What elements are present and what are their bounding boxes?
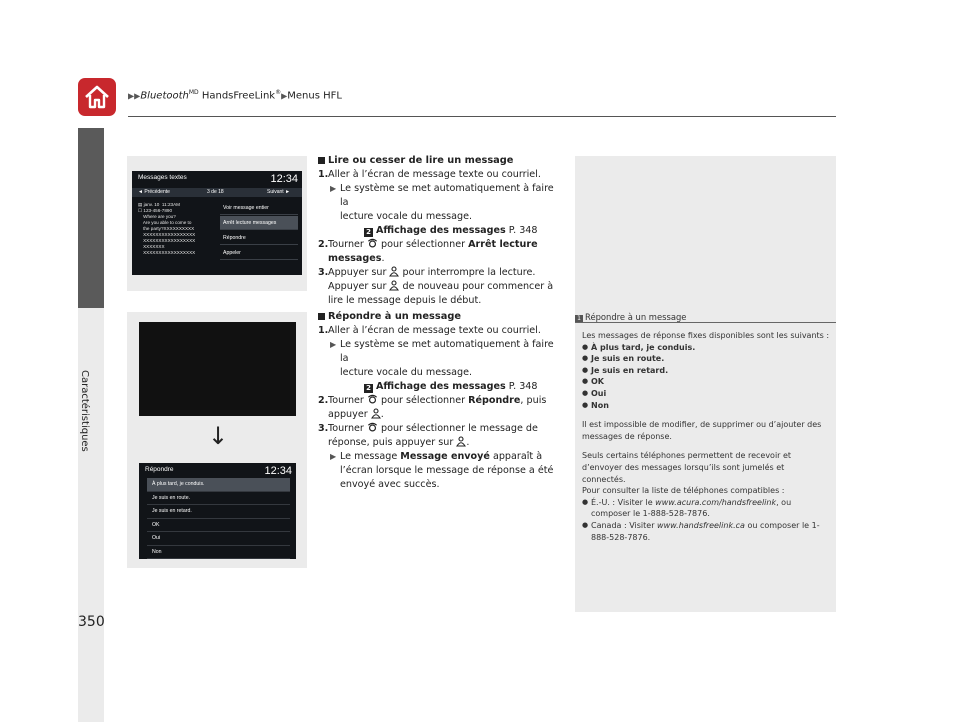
note-body (582, 330, 830, 543)
reply-option[interactable]: OK (147, 519, 290, 533)
interface-dial-icon (367, 238, 378, 249)
note-paragraph: messages de réponse. (582, 431, 672, 441)
talk-button-icon (456, 436, 466, 447)
page-number: 350 (78, 614, 105, 630)
sub-step: ▶ Le système se met automatiquement à faire la (330, 183, 554, 208)
screen-blank (139, 322, 296, 416)
reply-option[interactable]: Non (147, 546, 290, 560)
home-icon[interactable] (78, 78, 116, 116)
note-item: ● Oui (582, 388, 830, 400)
section-lire-message (318, 154, 564, 308)
step: 1. Aller à l’écran de message texte ou courriel. (318, 325, 541, 336)
triangle-icon: ▶ (330, 184, 337, 193)
option-repondre[interactable]: Répondre (220, 231, 298, 245)
reply-option[interactable]: Je suis en retard. (147, 505, 290, 519)
interface-dial-icon (367, 394, 378, 405)
note-icon: 1 (575, 315, 583, 323)
down-arrow-icon: ↓ (208, 422, 229, 450)
option-arret-lecture[interactable]: Arrêt lecture messages (220, 216, 298, 230)
screen-title: Messages textes (138, 174, 187, 181)
screen-clock: 12:34 (264, 465, 292, 477)
message-body: ▤ janv. 10 11:23AM ☐ 123-456-7890 Where are you? Are you able to come to the party?XXXXXXXXXX XXXXXXXXXXXXXXXXX XXXXXXXXXXXXXXXXX XXXXXXX XXXXXXXXXXXXXXXXX (138, 202, 196, 255)
breadcrumb (128, 89, 342, 101)
screen-messages-textes (132, 171, 302, 275)
step-cont: réponse, puis appuyer sur . (328, 437, 470, 448)
trademark-mark: MD (188, 89, 199, 96)
section-repondre-message (318, 310, 564, 492)
note-us: ● É.-U. : Visiter le www.acura.com/handsfreelink, ou (582, 497, 830, 509)
step-cont: messages. (328, 253, 385, 264)
cross-reference-link[interactable]: 2 Affichage des messages P. 348 (318, 380, 564, 394)
sidebar-tab-dark (78, 128, 104, 308)
note-item: ● À plus tard, je conduis. (582, 342, 830, 354)
breadcrumb-arrow-icon: ▶▶ (128, 91, 141, 101)
screen-title: Répondre (145, 466, 174, 473)
interface-dial-icon (367, 422, 378, 433)
prev-button[interactable]: ◄ Précédente (138, 189, 170, 195)
note-canada: ● Canada : Visiter www.handsfreelink.ca ou composer le 1- (582, 520, 830, 532)
square-bullet-icon (318, 313, 325, 320)
triangle-icon: ▶ (330, 452, 337, 461)
breadcrumb-arrow-icon: ▶ (281, 91, 288, 101)
step: 2. Tourner pour sélectionner Arrêt lecture (318, 239, 538, 250)
section-heading: Lire ou cesser de lire un message (318, 154, 564, 168)
cross-reference-link[interactable]: 2 Affichage des messages P. 348 (318, 224, 564, 238)
sub-step-cont: envoyé avec succès. (340, 479, 440, 490)
breadcrumb-bluetooth[interactable]: Bluetooth (140, 90, 189, 102)
registered-mark: ® (275, 89, 282, 96)
sub-step-cont: l’écran lorsque le message de réponse a été (340, 465, 554, 476)
option-voir-message[interactable]: Voir message entier (220, 201, 298, 215)
step: 3. Tourner pour sélectionner le message de (318, 423, 538, 434)
talk-button-icon (371, 408, 381, 419)
talk-button-icon (389, 266, 399, 277)
step: 1. Aller à l’écran de message texte ou courriel. (318, 169, 541, 180)
note-item: ● OK (582, 376, 830, 388)
square-bullet-icon (318, 157, 325, 164)
sidebar-label: Caractéristiques (79, 370, 90, 452)
step: 2. Tourner pour sélectionner Répondre, puis (318, 395, 547, 406)
note-item: ● Non (582, 400, 830, 412)
step: 3. Appuyer sur pour interrompre la lecture. (318, 267, 536, 278)
note-item: ● Je suis en retard. (582, 365, 830, 377)
next-button[interactable]: Suivant ► (267, 189, 291, 195)
note-item: ● Je suis en route. (582, 353, 830, 365)
reply-list (147, 478, 290, 559)
reply-option[interactable]: Je suis en route. (147, 492, 290, 506)
step-cont: Appuyer sur de nouveau pour commencer à (328, 281, 554, 292)
reply-option[interactable]: À plus tard, je conduis. (147, 478, 290, 492)
reply-option[interactable]: Oui (147, 532, 290, 546)
screen-clock: 12:34 (270, 173, 298, 185)
breadcrumb-hfl[interactable]: HandsFreeLink (201, 90, 276, 102)
xref-icon: 2 (364, 228, 373, 237)
handsfreelink-link[interactable]: www.handsfreelink.ca (657, 520, 745, 530)
message-position: 3 de 18 (207, 189, 224, 195)
xref-icon: 2 (364, 384, 373, 393)
sub-step-cont: lecture vocale du message. (340, 367, 473, 378)
section-heading: Répondre à un message (318, 310, 564, 324)
triangle-icon: ▶ (330, 340, 337, 349)
option-appeler[interactable]: Appeler (220, 246, 298, 260)
step-cont: appuyer . (328, 409, 384, 420)
note-paragraph: d’envoyer des messages lorsqu’ils sont jumelés et connectés. (582, 462, 785, 484)
note-title: 1 Répondre à un message (575, 312, 686, 323)
note-paragraph: Il est impossible de modifier, de supprimer ou d’ajouter des (582, 420, 822, 430)
step-cont: lire le message depuis le début. (328, 295, 482, 306)
screen-nav-bar (132, 188, 302, 197)
note-intro: Les messages de réponse fixes disponibles sont les suivants : (582, 331, 830, 340)
talk-button-icon (389, 280, 399, 291)
note-paragraph: Pour consulter la liste de téléphones compatibles : (582, 486, 785, 496)
acura-link[interactable]: www.acura.com/handsfreelink (655, 497, 777, 507)
sub-step: ▶ Le système se met automatiquement à faire la (330, 339, 554, 364)
note-canada-cont: 888-528-7876. (591, 532, 651, 542)
note-rule (575, 322, 836, 323)
header-rule (128, 116, 836, 117)
note-us-cont: composer le 1-888-528-7876. (591, 509, 710, 519)
sub-step-cont: lecture vocale du message. (340, 211, 473, 222)
note-paragraph: Seuls certains téléphones permettent de recevoir et (582, 451, 792, 461)
breadcrumb-current: Menus HFL (287, 90, 342, 102)
sub-step: ▶ Le message Message envoyé apparaît à (330, 451, 543, 462)
screen-repondre (139, 463, 296, 559)
